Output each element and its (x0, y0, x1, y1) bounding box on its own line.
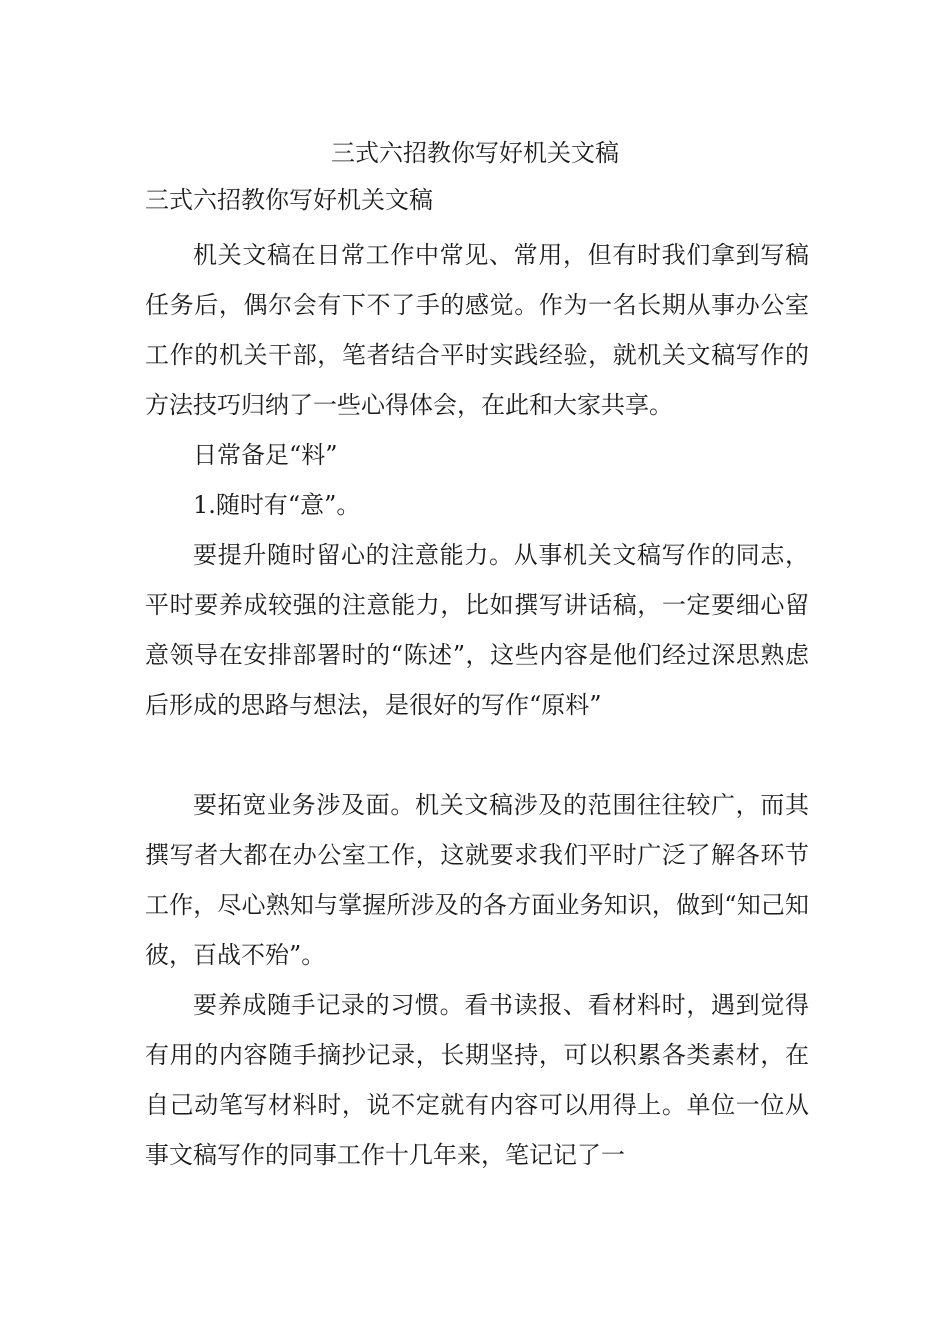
paragraph-intro: 机关文稿在日常工作中常见、常用，但有时我们拿到写稿任务后，偶尔会有下不了手的感觉。作为一名长期从事办公室工作的机关干部，笔者结合平时实践经验，就机关文稿写作的方法技巧归纳了一些心得体会，在此和大家共享。 (145, 241, 809, 419)
subsection-heading: 1.随时有“意”。 (193, 491, 361, 519)
blank-line (145, 730, 809, 780)
document-subtitle: 三式六招教你写好机关文稿 (145, 186, 433, 214)
paragraph-notes: 要养成随手记录的习惯。看书读报、看材料时，遇到觉得有用的内容随手摘抄记录，长期坚持，可以积累各类素材，在自己动笔写材料时，说不定就有内容可以用得上。单位一位从事文稿写作的同事工作十几年来，笔记记了一 (145, 991, 809, 1169)
document-title: 三式六招教你写好机关文稿 (331, 139, 619, 167)
document-body (145, 230, 809, 1180)
paragraph-attention: 要提升随时留心的注意能力。从事机关文稿写作的同志，平时要养成较强的注意能力，比如撰写讲话稿，一定要细心留意领导在安排部署时的“陈述”，这些内容是他们经过深思熟虑后形成的思路与想法，是很好的写作“原料” (145, 541, 809, 719)
section-heading: 日常备足“料” (193, 441, 338, 469)
paragraph-scope: 要拓宽业务涉及面。机关文稿涉及的范围往往较广，而其撰写者大都在办公室工作，这就要求我们平时广泛了解各环节工作，尽心熟知与掌握所涉及的各方面业务知识，做到“知己知彼，百战不殆”。 (145, 791, 809, 969)
